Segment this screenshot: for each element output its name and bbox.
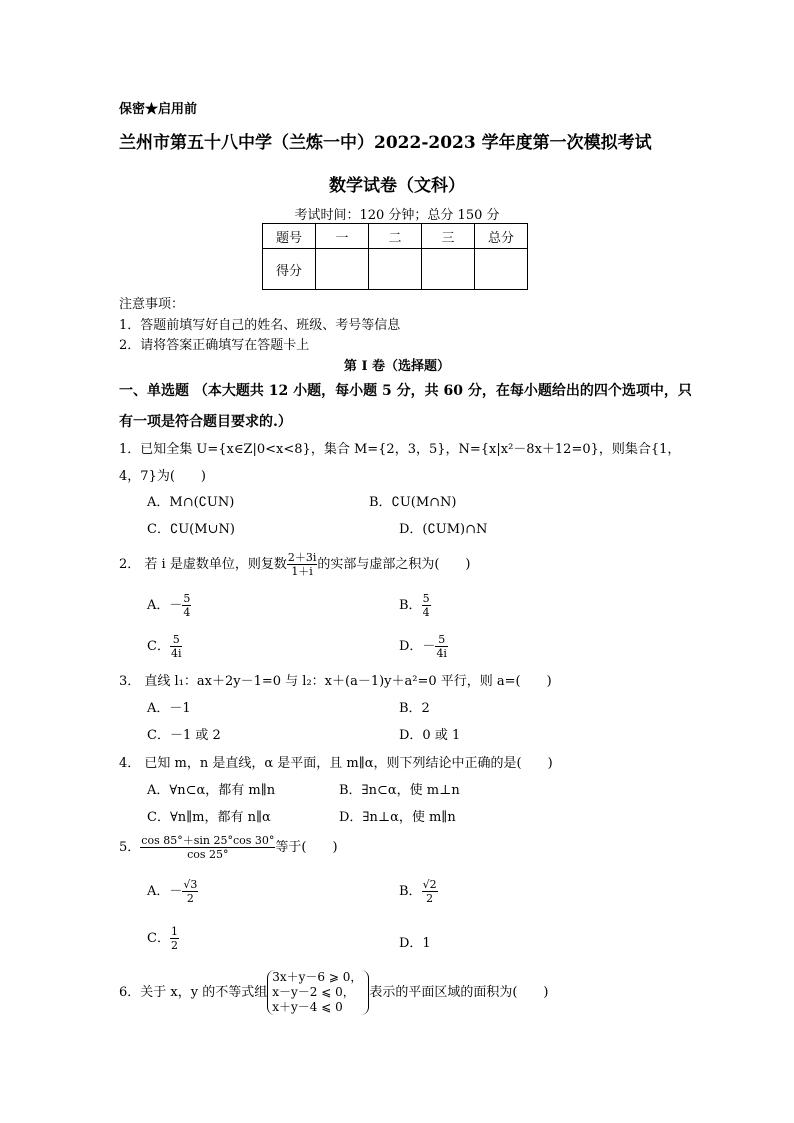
score-header-cell: 总分 <box>475 224 528 249</box>
exam-subtitle: 数学试卷（文科） <box>329 176 465 196</box>
frac-num: √3 <box>183 878 198 891</box>
q4-option-a[interactable]: A．∀n⊂α，都有 m∥n <box>147 783 276 798</box>
q1-option-a[interactable]: A．M∩(∁UN) <box>147 495 235 510</box>
frac-den: 2 <box>170 939 178 952</box>
q3-stem: 3． 直线 l₁：ax＋2y－1=0 与 l₂：x＋(a－1)y＋a²=0 平行，则 a=( ) <box>119 674 552 689</box>
frac-den: 4 <box>183 606 191 619</box>
score-cell[interactable] <box>369 249 422 290</box>
q3-option-a[interactable]: A．－1 <box>147 701 191 716</box>
q2-stem-post: 的实部与虚部之积为( ) <box>317 557 471 572</box>
q2-option-b[interactable] <box>399 592 431 619</box>
q5-option-b[interactable] <box>399 878 438 905</box>
q2-option-a-label: A．－ <box>147 598 183 613</box>
q2-option-c-label: C． <box>147 639 170 654</box>
q5-fraction-num: cos 85°＋sin 25°cos 30° <box>141 834 275 847</box>
q2-fraction-num: 2＋3i <box>287 551 317 564</box>
inequality-line: x－y－2 ⩽ 0， <box>272 985 355 999</box>
score-row-label: 得分 <box>263 249 316 290</box>
frac-den: 4i <box>436 647 447 660</box>
q1-stem: 1．已知全集 U={x∈Z|0<x<8}，集合 M={2，3，5}，N={x|x²－8x＋12=0}，则集合{1， <box>119 442 681 457</box>
score-header-cell: 一 <box>316 224 369 249</box>
q4-stem: 4． 已知 m，n 是直线，α 是平面，且 m∥α，则下列结论中正确的是( ) <box>119 756 553 771</box>
score-cell[interactable] <box>475 249 528 290</box>
q3-option-b[interactable]: B．2 <box>399 701 430 716</box>
q5-option-b-label: B． <box>399 884 422 899</box>
q2-option-d[interactable] <box>399 633 448 660</box>
q1-option-c[interactable]: C．∁U(M∪N) <box>147 522 235 537</box>
q5-fraction-den: cos 25° <box>187 848 229 861</box>
q2-option-c[interactable] <box>147 633 182 660</box>
score-table <box>262 223 528 290</box>
q2-fraction-den: 1＋i <box>291 565 313 578</box>
q6-stem-pre: 6．关于 x，y 的不等式组 <box>119 985 268 1000</box>
frac-den: 4i <box>170 647 182 660</box>
confidential-label: 保密★启用前 <box>119 102 198 117</box>
q2-fraction <box>287 551 318 578</box>
q2-stem-pre: 2． 若 i 是虚数单位，则复数 <box>119 557 287 572</box>
q2-option-b-label: B． <box>399 598 422 613</box>
q1-stem-cont: 4，7}为( ) <box>119 469 206 484</box>
q5-option-d[interactable]: D．1 <box>399 936 431 951</box>
frac-den: 4 <box>422 606 430 619</box>
q5-fraction <box>140 834 275 861</box>
q5-option-b-frac <box>422 878 438 905</box>
q1-option-b[interactable]: B．∁U(M∩N) <box>369 495 457 510</box>
exam-info: 考试时间：120 分钟；总分 150 分 <box>294 208 500 223</box>
section-heading: 一、单选题 （本大题共 12 小题，每小题 5 分，共 60 分，在每小题给出的四个选项中，只 <box>119 383 692 399</box>
score-header-cell: 二 <box>369 224 422 249</box>
q2-option-c-frac <box>170 633 183 660</box>
score-cell[interactable] <box>316 249 369 290</box>
q1-option-d[interactable]: D．(∁UM)∩N <box>399 522 488 537</box>
frac-num: 5 <box>170 633 183 647</box>
q4-option-b[interactable]: B．∃n⊂α，使 m⊥n <box>339 783 460 798</box>
note-item: 1．答题前填写好自己的姓名、班级、考号等信息 <box>119 318 401 333</box>
q5-stem-post: 等于( ) <box>275 840 338 855</box>
q3-option-c[interactable]: C．－1 或 2 <box>147 728 221 743</box>
frac-num: 1 <box>170 925 178 938</box>
q4-option-d[interactable]: D．∃n⊥α，使 m∥n <box>339 810 456 825</box>
q5-option-c[interactable] <box>147 925 179 952</box>
q5-option-c-label: C． <box>147 931 170 946</box>
notes-title: 注意事项： <box>119 297 185 312</box>
q6-stem-post: 表示的平面区域的面积为( ) <box>369 985 549 1000</box>
q5-option-a[interactable] <box>147 878 198 905</box>
q2-option-d-label: D．－ <box>399 639 436 654</box>
q5-option-c-frac <box>170 925 179 952</box>
q4-option-c[interactable]: C．∀n∥m，都有 n∥α <box>147 810 271 825</box>
frac-num: 5 <box>183 592 191 605</box>
q6-inequality-system <box>267 970 369 1015</box>
q5-option-a-label: A．－ <box>147 884 183 899</box>
frac-den: 2 <box>186 892 194 905</box>
q6-stem <box>119 970 549 1015</box>
q2-option-b-frac <box>422 592 431 619</box>
q2-option-a[interactable] <box>147 592 191 619</box>
section-heading-cont: 有一项是符合题目要求的.） <box>119 414 292 430</box>
q5-stem-pre: 5． <box>119 840 141 855</box>
q5-option-a-frac <box>182 878 198 905</box>
score-header-cell: 三 <box>422 224 475 249</box>
frac-num: 5 <box>422 592 430 605</box>
frac-num: √2 <box>422 878 437 891</box>
q5-stem <box>119 834 338 861</box>
score-header-cell: 题号 <box>263 224 316 249</box>
q2-stem <box>119 551 471 578</box>
frac-den: 2 <box>426 892 434 905</box>
inequality-line: x＋y－4 ⩽ 0 <box>272 1000 343 1014</box>
q2-option-a-frac <box>182 592 191 619</box>
exam-title: 兰州市第五十八中学（兰炼一中）2022-2023 学年度第一次模拟考试 <box>119 133 652 153</box>
q3-option-d[interactable]: D．0 或 1 <box>399 728 461 743</box>
frac-num: 5 <box>435 633 448 647</box>
q2-option-d-frac <box>435 633 448 660</box>
inequality-line: 3x＋y－6 ⩾ 0， <box>272 970 363 984</box>
part-title: 第 I 卷（选择题） <box>343 359 451 374</box>
note-item: 2．请将答案正确填写在答题卡上 <box>119 338 310 353</box>
score-cell[interactable] <box>422 249 475 290</box>
